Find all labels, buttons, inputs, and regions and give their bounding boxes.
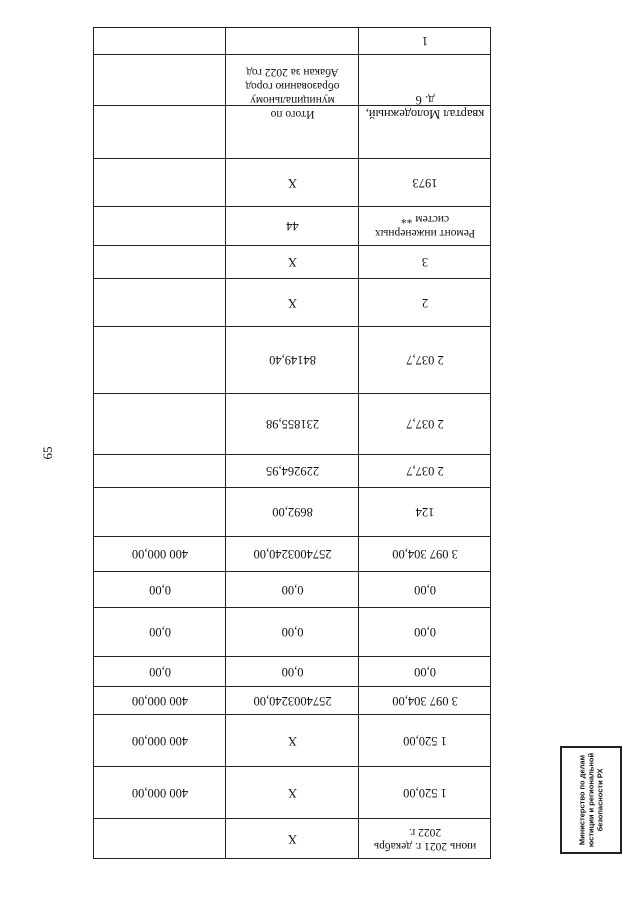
cell-total-2-big: 2574003240,00 xyxy=(253,694,332,708)
cell-zero: 0,00 xyxy=(414,665,436,679)
cell-zero: 0,00 xyxy=(149,665,171,679)
cell-count-value: 8692,00 xyxy=(272,505,313,520)
cell-unit-1-amount: 400 000,00 xyxy=(131,734,189,748)
cell-area: 2 037,7 xyxy=(406,417,444,432)
cell-zero: 0,00 xyxy=(414,583,436,597)
cell-number: 2 xyxy=(421,296,429,310)
cell-zero: 0,00 xyxy=(149,583,171,597)
cell-row-number: 1 xyxy=(421,34,429,48)
cell-total-1-sum: 3 097 304,00 xyxy=(392,547,458,562)
cell-year-empty xyxy=(94,159,226,207)
stamp-text: Министерство по делам юстиции и региональной безопасности РХ xyxy=(577,752,605,848)
cell-total-2-sum: 3 097 304,00 xyxy=(392,694,458,708)
cell-header-empty xyxy=(94,27,226,159)
cell-unit-2-value: 1 520,00 xyxy=(403,786,447,800)
cell-area-empty xyxy=(94,455,226,488)
cell-total-2-amount: 400 000,00 xyxy=(131,694,189,708)
cell-unit-1-x: Х xyxy=(287,734,298,748)
cell-period: июнь 2021 г. декабрь 2022 г. xyxy=(373,826,477,852)
cell-work-code: 44 xyxy=(286,219,299,234)
cell-area-cost: 229264,95 xyxy=(265,464,320,479)
cell-area-empty xyxy=(94,394,226,455)
table-rotated-body xyxy=(93,27,491,859)
cell-area: 2 037,7 xyxy=(406,464,444,479)
cell-number-x: Х xyxy=(287,255,298,270)
cell-area-cost: 231855,98 xyxy=(265,417,320,432)
cell-zero: 0,00 xyxy=(281,625,304,640)
cell-area-empty xyxy=(94,327,226,394)
page-number: 65 xyxy=(40,446,55,460)
cell-total-1-big: 2574003240,00 xyxy=(253,547,332,562)
cell-area-cost: 84149,40 xyxy=(269,353,316,368)
cell-work-type: Ремонт инженерных систем ** xyxy=(374,213,476,240)
document-table xyxy=(93,27,491,859)
cell-number-empty xyxy=(94,246,226,279)
cell-zero: 0,00 xyxy=(414,625,436,640)
cell-address: квартал Молодежный, д. 6 xyxy=(365,93,485,121)
cell-area: 2 037,7 xyxy=(406,353,444,368)
cell-unit-2-amount: 400 000,00 xyxy=(131,786,189,800)
cell-year-x: Х xyxy=(287,176,298,190)
cell-unit-1-value: 1 520,00 xyxy=(403,734,447,748)
registration-stamp xyxy=(560,746,622,854)
cell-total-1-amount: 400 000,00 xyxy=(131,547,189,562)
cell-number-empty xyxy=(94,279,226,327)
cell-work-empty xyxy=(94,207,226,246)
cell-zero: 0,00 xyxy=(281,583,304,597)
cell-number: 3 xyxy=(421,255,429,270)
cell-count-empty xyxy=(94,488,226,537)
cell-period-x: Х xyxy=(287,832,298,846)
cell-number-x: Х xyxy=(287,296,298,310)
cell-year: 1973 xyxy=(412,176,438,190)
cell-count: 124 xyxy=(415,505,435,520)
cell-zero: 0,00 xyxy=(281,665,304,679)
cell-municipal-total-label: Итого по муниципальному образованию город Абакан за 2022 год xyxy=(245,66,340,120)
cell-unit-2-x: Х xyxy=(287,786,298,800)
cell-zero: 0,00 xyxy=(149,625,171,640)
cell-period-empty xyxy=(94,819,226,859)
